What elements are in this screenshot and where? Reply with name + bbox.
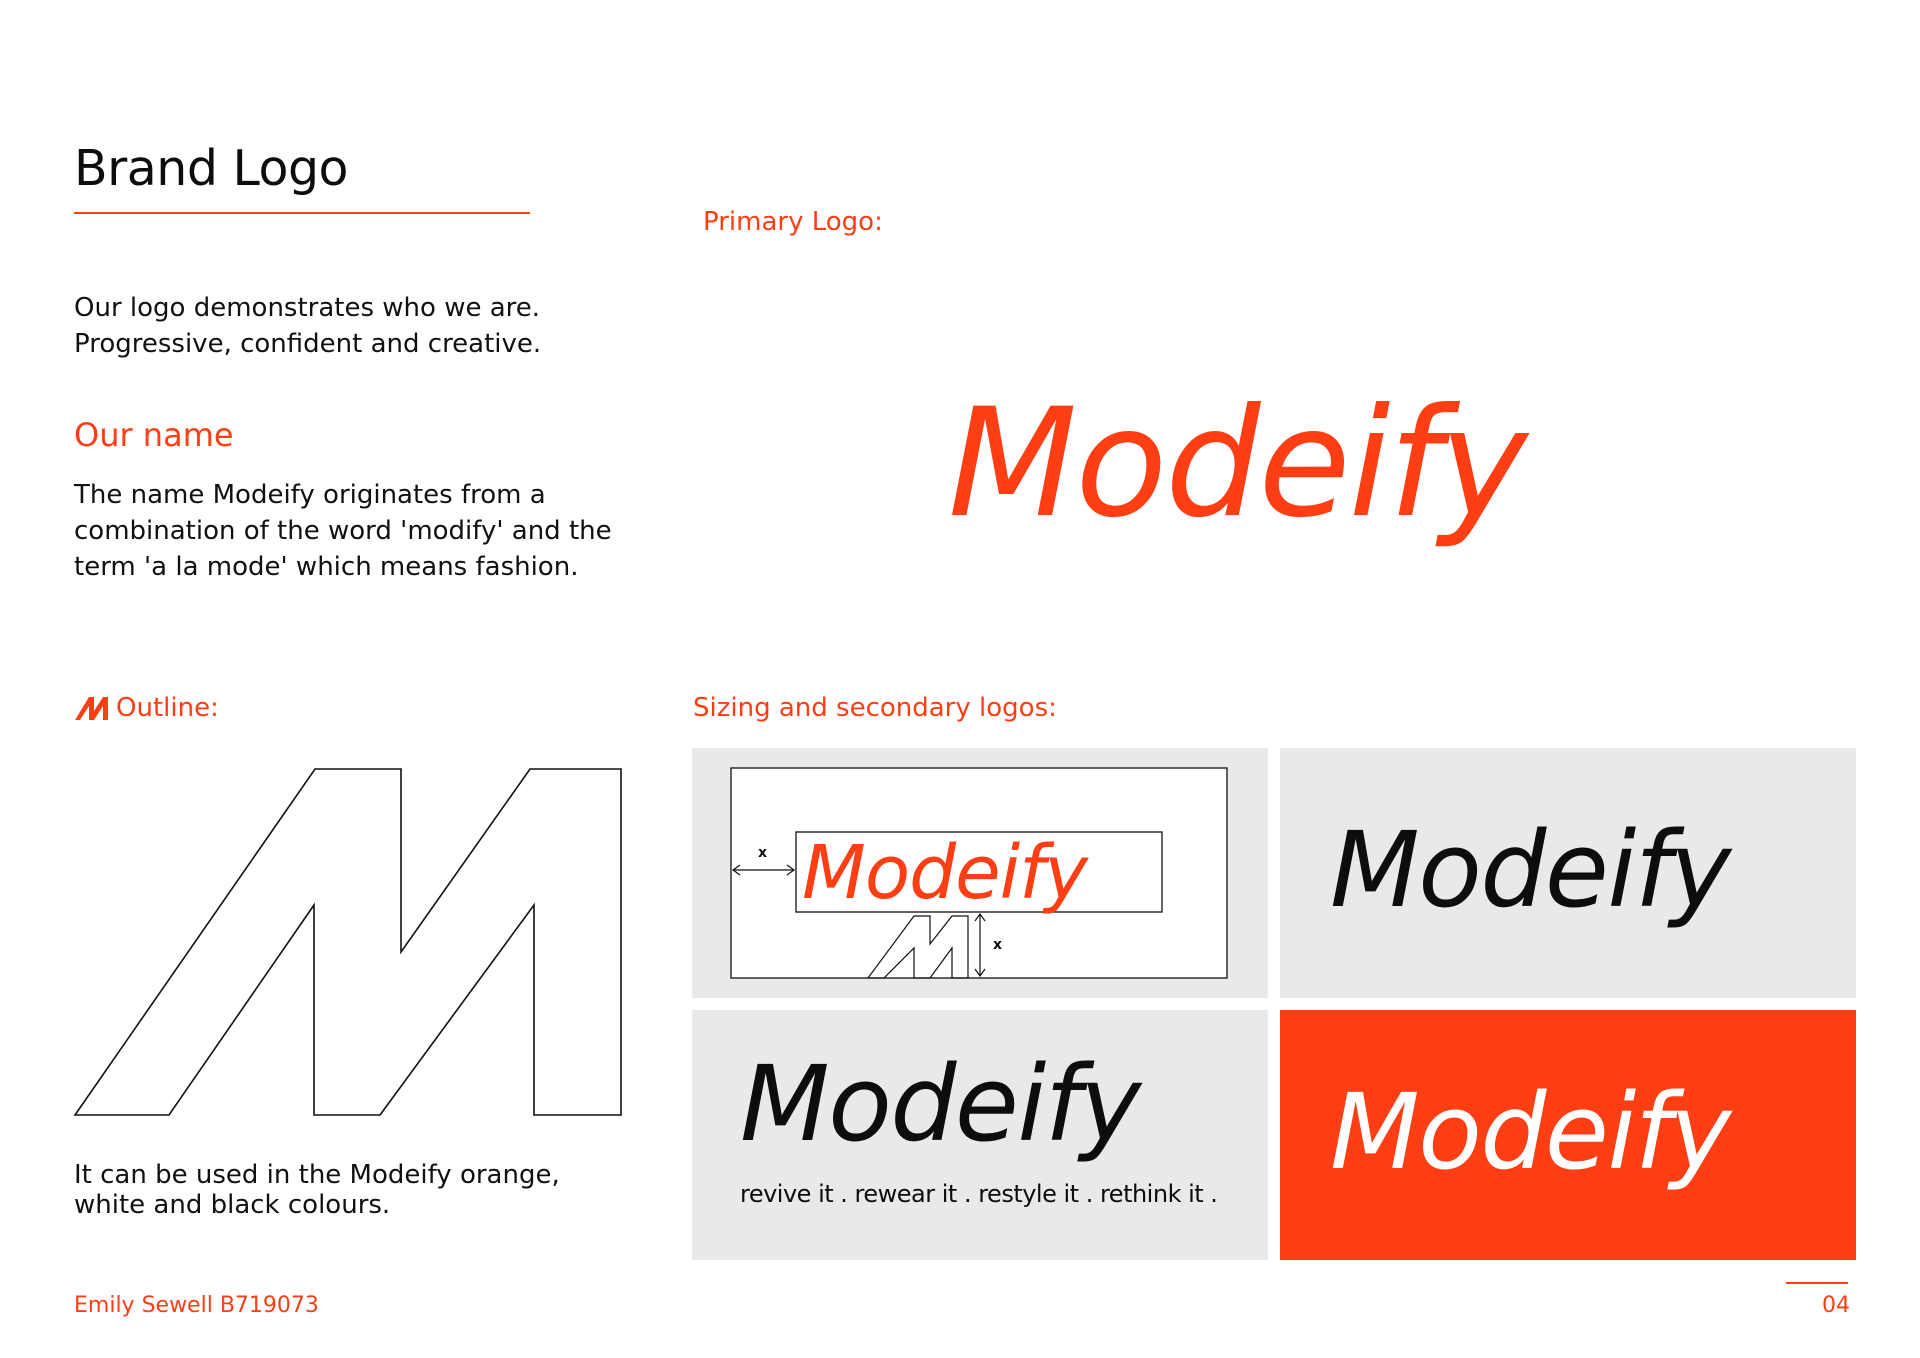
- sizing-wordmark: Modeify: [802, 830, 1088, 916]
- title-underline: [74, 212, 530, 214]
- white-logo-wordmark: Modeify: [1330, 1071, 1730, 1193]
- intro-line: Progressive, confident and creative.: [74, 329, 542, 359]
- our-name-line: term 'a la mode' which means fashion.: [74, 552, 579, 582]
- black-logo-wordmark: Modeify: [1330, 809, 1730, 931]
- secondary-logos-label: Sizing and secondary logos:: [693, 693, 1057, 723]
- tagline-text: revive it . rewear it . restyle it . rethink it .: [740, 1180, 1218, 1208]
- sizing-panel: [692, 748, 1268, 998]
- m-outline-drawing: [70, 760, 640, 1120]
- footer-author: Emily Sewell B719073: [74, 1293, 319, 1318]
- intro-text: [74, 290, 541, 362]
- our-name-line: combination of the word 'modify' and the: [74, 516, 612, 546]
- primary-logo-wordmark: Modeify: [948, 385, 1526, 551]
- tagline-logo-wordmark: Modeify: [740, 1043, 1140, 1165]
- m-outline-shape: [75, 769, 621, 1115]
- our-name-heading: Our name: [74, 416, 234, 454]
- tagline-logo: [692, 1010, 1268, 1260]
- intro-line: Our logo demonstrates who we are.: [74, 293, 541, 323]
- white-logo: [1280, 1010, 1856, 1260]
- sizing-diagram: [692, 748, 1268, 998]
- our-name-text: [74, 477, 612, 585]
- outline-label-text: Outline:: [116, 693, 219, 723]
- outline-caption: [74, 1160, 560, 1220]
- page-number-rule: [1786, 1282, 1848, 1284]
- vertical-x-marker: x: [993, 937, 1003, 953]
- primary-logo: [940, 385, 1630, 565]
- our-name-line: The name Modeify originates from a: [74, 480, 546, 510]
- outline-caption-line: It can be used in the Modeify orange,: [74, 1160, 560, 1190]
- primary-logo-label: Primary Logo:: [703, 207, 883, 237]
- outline-caption-line: white and black colours.: [74, 1190, 391, 1220]
- tagline-logo-panel: [692, 1010, 1268, 1260]
- orange-logo-panel: [1280, 1010, 1856, 1260]
- horizontal-x-marker: x: [758, 845, 768, 861]
- m-monogram-icon: [74, 694, 110, 722]
- outline-label: [74, 693, 219, 723]
- black-logo: [1280, 748, 1856, 998]
- page-title: Brand Logo: [74, 140, 349, 197]
- black-logo-panel: [1280, 748, 1856, 998]
- page-number: 04: [1822, 1293, 1850, 1318]
